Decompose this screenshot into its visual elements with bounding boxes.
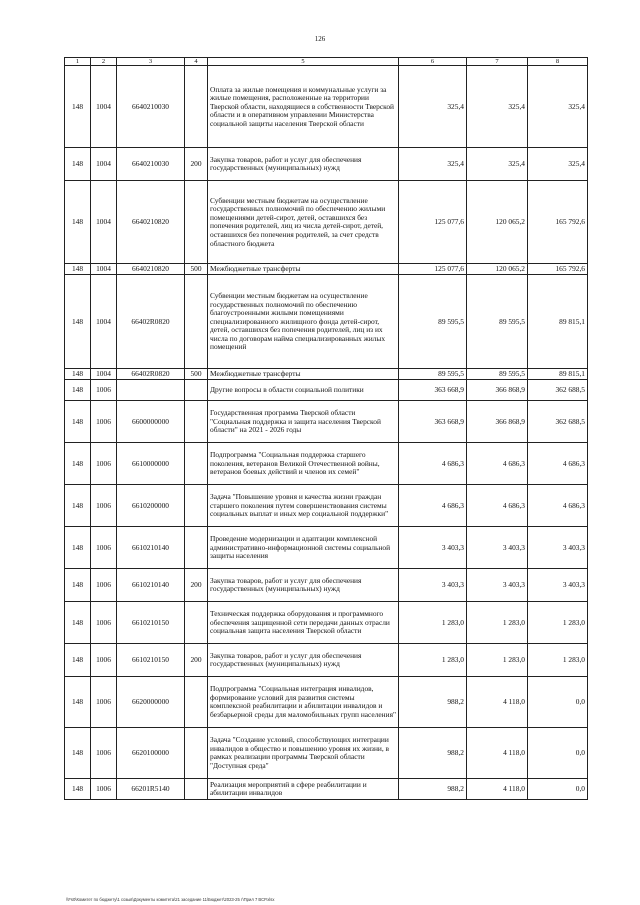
expense-type-cell: 200 (185, 148, 208, 181)
section-code-cell: 1006 (91, 569, 117, 602)
description-cell: Закупка товаров, работ и услуг для обеспечения государственных (муниципальных) нужд (208, 148, 399, 181)
table-row (65, 181, 588, 264)
expense-type-cell (185, 401, 208, 443)
header-cell: 2 (91, 58, 117, 66)
amount-cell: 3 403,3 (399, 569, 467, 602)
description-cell: Государственная программа Тверской области "Социальная поддержка и защита населения Тверской области" на 2021 - 2026 годы (208, 401, 399, 443)
description-cell: Субвенции местным бюджетам на осуществление государственных полномочий по обеспечению жилыми помещениями детей-сирот, детей, оставшихся без попечения родителей, лиц из числа детей-сирот, детей, оставшихся без попечения родителей, за счет средств областного бюджета (208, 181, 399, 264)
amount-cell: 4 118,0 (467, 677, 528, 728)
target-article-cell: 6640210030 (117, 66, 185, 148)
description-cell: Межбюджетные трансферты (208, 369, 399, 380)
admin-code-cell: 148 (65, 181, 91, 264)
expense-type-cell (185, 181, 208, 264)
amount-cell: 0,0 (528, 728, 588, 779)
amount-cell: 366 868,9 (467, 401, 528, 443)
amount-cell: 325,4 (528, 148, 588, 181)
amount-cell: 362 688,5 (528, 380, 588, 401)
target-article-cell: 6610210150 (117, 644, 185, 677)
amount-cell: 89 595,5 (467, 369, 528, 380)
target-article-cell: 6610210140 (117, 527, 185, 569)
amount-cell: 125 077,6 (399, 264, 467, 275)
section-code-cell: 1006 (91, 677, 117, 728)
description-cell: Другие вопросы в области социальной политики (208, 380, 399, 401)
target-article-cell: 66201R5140 (117, 779, 185, 800)
expense-type-cell: 500 (185, 264, 208, 275)
admin-code-cell: 148 (65, 485, 91, 527)
expense-type-cell (185, 66, 208, 148)
amount-cell: 3 403,3 (528, 527, 588, 569)
admin-code-cell: 148 (65, 66, 91, 148)
target-article-cell: 66402R0820 (117, 369, 185, 380)
section-code-cell: 1006 (91, 485, 117, 527)
admin-code-cell: 148 (65, 779, 91, 800)
expense-type-cell (185, 527, 208, 569)
section-code-cell: 1004 (91, 275, 117, 369)
amount-cell: 125 077,6 (399, 181, 467, 264)
table-row (65, 644, 588, 677)
amount-cell: 1 283,0 (467, 644, 528, 677)
table-row (65, 527, 588, 569)
description-cell: Оплата за жилые помещения и коммунальные услуги за жилые помещения, расположенные на территории Тверской области, находящиеся в собственности Тверской области и в оперативном управлении Министерства социальной защиты населения Тверской области (208, 66, 399, 148)
amount-cell: 4 686,3 (467, 443, 528, 485)
budget-table (64, 57, 588, 800)
amount-cell: 165 792,6 (528, 181, 588, 264)
section-code-cell: 1004 (91, 369, 117, 380)
target-article-cell: 66402R0820 (117, 275, 185, 369)
admin-code-cell: 148 (65, 264, 91, 275)
header-cell: 5 (208, 58, 399, 66)
table-row (65, 779, 588, 800)
target-article-cell: 6640210030 (117, 148, 185, 181)
amount-cell: 120 065,2 (467, 264, 528, 275)
target-article-cell: 6640210820 (117, 264, 185, 275)
description-cell: Задача "Повышение уровня и качества жизни граждан старшего поколения путем совершенствования системы социальных выплат и иных мер социальной поддержки" (208, 485, 399, 527)
table-row (65, 485, 588, 527)
section-code-cell: 1004 (91, 66, 117, 148)
admin-code-cell: 148 (65, 602, 91, 644)
amount-cell: 89 595,5 (399, 275, 467, 369)
table-row (65, 677, 588, 728)
table-row (65, 380, 588, 401)
section-code-cell: 1006 (91, 779, 117, 800)
amount-cell: 165 792,6 (528, 264, 588, 275)
amount-cell: 4 118,0 (467, 728, 528, 779)
table-row (65, 443, 588, 485)
description-cell: Подпрограмма "Социальная поддержка старшего поколения, ветеранов Великой Отечественной войны, ветеранов боевых действий и членов их семей" (208, 443, 399, 485)
expense-type-cell (185, 485, 208, 527)
description-cell: Техническая поддержка оборудования и программного обеспечения защищенной сети передачи данных отрасли социальная защита населения Тверской области (208, 602, 399, 644)
target-article-cell: 6610210140 (117, 569, 185, 602)
amount-cell: 988,2 (399, 728, 467, 779)
header-cell: 6 (399, 58, 467, 66)
admin-code-cell: 148 (65, 148, 91, 181)
target-article-cell: 6620100000 (117, 728, 185, 779)
amount-cell: 4 686,3 (528, 443, 588, 485)
header-cell: 8 (528, 58, 588, 66)
description-cell: Подпрограмма "Социальная интеграция инвалидов, формирование условий для развития системы комплексной реабилитации и абилитации инвалидов и безбарьерной среды для маломобильных групп населения" (208, 677, 399, 728)
expense-type-cell (185, 602, 208, 644)
admin-code-cell: 148 (65, 527, 91, 569)
amount-cell: 0,0 (528, 779, 588, 800)
expense-type-cell (185, 275, 208, 369)
amount-cell: 3 403,3 (467, 569, 528, 602)
admin-code-cell: 148 (65, 644, 91, 677)
target-article-cell: 6600000000 (117, 401, 185, 443)
amount-cell: 363 668,9 (399, 380, 467, 401)
amount-cell: 362 688,5 (528, 401, 588, 443)
amount-cell: 4 118,0 (467, 779, 528, 800)
amount-cell: 325,4 (528, 66, 588, 148)
description-cell: Реализация мероприятий в сфере реабилитации и абилитации инвалидов (208, 779, 399, 800)
table-row (65, 148, 588, 181)
amount-cell: 988,2 (399, 779, 467, 800)
amount-cell: 0,0 (528, 677, 588, 728)
page-number: 126 (314, 35, 326, 43)
amount-cell: 363 668,9 (399, 401, 467, 443)
table-row (65, 728, 588, 779)
header-cell: 3 (117, 58, 185, 66)
expense-type-cell (185, 443, 208, 485)
amount-cell: 325,4 (399, 148, 467, 181)
section-code-cell: 1006 (91, 380, 117, 401)
amount-cell: 4 686,3 (467, 485, 528, 527)
amount-cell: 120 065,2 (467, 181, 528, 264)
admin-code-cell: 148 (65, 443, 91, 485)
header-cell: 1 (65, 58, 91, 66)
description-cell: Проведение модернизации и адаптации комплексной административно-информационной системы социальной защиты населения (208, 527, 399, 569)
expense-type-cell: 200 (185, 644, 208, 677)
table-row (65, 66, 588, 148)
table-row (65, 569, 588, 602)
expense-type-cell (185, 380, 208, 401)
amount-cell: 988,2 (399, 677, 467, 728)
expense-type-cell (185, 779, 208, 800)
section-code-cell: 1004 (91, 148, 117, 181)
target-article-cell: 6610210150 (117, 602, 185, 644)
section-code-cell: 1004 (91, 181, 117, 264)
target-article-cell: 6620000000 (117, 677, 185, 728)
amount-cell: 325,4 (399, 66, 467, 148)
amount-cell: 4 686,3 (528, 485, 588, 527)
expense-type-cell (185, 677, 208, 728)
expense-type-cell: 200 (185, 569, 208, 602)
description-cell: Субвенции местным бюджетам на осуществление государственных полномочий по обеспечению благоустроенными жилыми помещениями специализированного жилищного фонда детей-сирот, детей, оставшихся без попечения родителей, лиц из их числа по договорам найма специализированных жилых помещений (208, 275, 399, 369)
admin-code-cell: 148 (65, 677, 91, 728)
admin-code-cell: 148 (65, 380, 91, 401)
description-cell: Закупка товаров, работ и услуг для обеспечения государственных (муниципальных) нужд (208, 644, 399, 677)
table-row (65, 275, 588, 369)
amount-cell: 1 283,0 (528, 644, 588, 677)
target-article-cell: 6640210820 (117, 181, 185, 264)
expense-type-cell (185, 728, 208, 779)
section-code-cell: 1006 (91, 443, 117, 485)
amount-cell: 1 283,0 (467, 602, 528, 644)
amount-cell: 3 403,3 (528, 569, 588, 602)
section-code-cell: 1006 (91, 527, 117, 569)
table-row (65, 369, 588, 380)
amount-cell: 3 403,3 (399, 527, 467, 569)
target-article-cell: 6610000000 (117, 443, 185, 485)
target-article-cell: 6610200000 (117, 485, 185, 527)
section-code-cell: 1006 (91, 644, 117, 677)
amount-cell: 325,4 (467, 148, 528, 181)
description-cell: Закупка товаров, работ и услуг для обеспечения государственных (муниципальных) нужд (208, 569, 399, 602)
amount-cell: 1 283,0 (399, 644, 467, 677)
admin-code-cell: 148 (65, 728, 91, 779)
section-code-cell: 1006 (91, 602, 117, 644)
description-cell: Межбюджетные трансферты (208, 264, 399, 275)
table-row (65, 401, 588, 443)
amount-cell: 3 403,3 (467, 527, 528, 569)
expense-type-cell: 500 (185, 369, 208, 380)
admin-code-cell: 148 (65, 401, 91, 443)
amount-cell: 89 815,1 (528, 275, 588, 369)
target-article-cell (117, 380, 185, 401)
amount-cell: 89 595,5 (399, 369, 467, 380)
amount-cell: 4 686,3 (399, 485, 467, 527)
table-row (65, 602, 588, 644)
amount-cell: 366 868,9 (467, 380, 528, 401)
admin-code-cell: 148 (65, 275, 91, 369)
section-code-cell: 1006 (91, 728, 117, 779)
amount-cell: 89 815,1 (528, 369, 588, 380)
admin-code-cell: 148 (65, 569, 91, 602)
section-code-cell: 1006 (91, 401, 117, 443)
amount-cell: 4 686,3 (399, 443, 467, 485)
file-path-footer: \\Fs0\Комитет по бюджету\1 созыв\Документы комитета\21 заседание 11\Бюджет\2023-25 г\Прил 7 ВСР.xlsx (66, 897, 275, 902)
admin-code-cell: 148 (65, 369, 91, 380)
amount-cell: 1 283,0 (399, 602, 467, 644)
header-cell: 7 (467, 58, 528, 66)
header-row (65, 58, 588, 66)
amount-cell: 325,4 (467, 66, 528, 148)
table-row (65, 264, 588, 275)
amount-cell: 1 283,0 (528, 602, 588, 644)
amount-cell: 89 595,5 (467, 275, 528, 369)
header-cell: 4 (185, 58, 208, 66)
section-code-cell: 1004 (91, 264, 117, 275)
description-cell: Задача "Создание условий, способствующих интеграции инвалидов в общество и повышению уровня их жизни, в рамках реализации программы Тверской области "Доступная среда" (208, 728, 399, 779)
